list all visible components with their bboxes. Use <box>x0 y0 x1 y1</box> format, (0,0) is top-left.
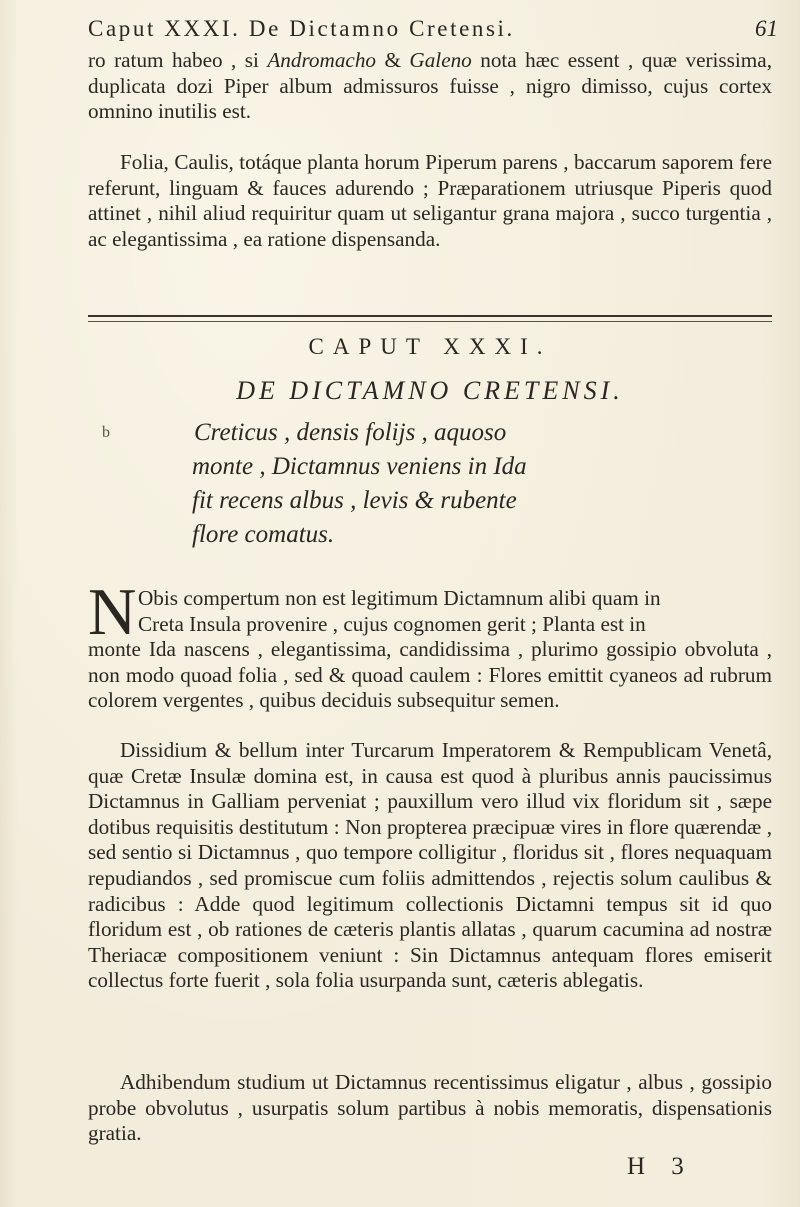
epigraph-verse <box>194 416 694 552</box>
margin-mark: b <box>102 424 110 441</box>
intro-text-start: ro ratum habeo , si <box>88 48 268 72</box>
dissidium-paragraph: Dissidium & bellum inter Turcarum Imperatorem & Rempublicam Venetâ, quæ Cretæ Insulæ domina est, in causa est quod à pluribus annis paucissimus Dictamnus in Galliam perveniat ; pauxillum vero illud vix floridum sit , sæpe dotibus requisitis destitutum : Non propterea præcipuæ vires in flore quærendæ , sed sentio si Dictamnus , quo tempore colligitur , floridus sit , flores nequaquam repudiandos , sed promiscue cum foliis admittendos , rejectis solum caulibus & radicibus : Adde quod legitimum collectionis Dictamni tempus sit id quo floridum est , ob rationes de cæteris plantis allatas , quarum cacumina ad nostræ Theriacæ compositionem veniunt : Sin Dictamnus antequam flores emiserit collectus forte fuerit , sola folia usurpanda sunt, cæteris ablegatis. <box>88 738 772 993</box>
verse-line: fit recens albus , levis & rubente <box>192 487 517 514</box>
body-line-1: Obis compertum non est legitimum Dictamnum alibi quam in <box>138 586 661 610</box>
author-galen: Galeno <box>409 48 472 72</box>
intro-conjunction: & <box>376 48 410 72</box>
verse-line: flore comatus. <box>192 521 335 548</box>
chapter-number: CAPUT XXXI. <box>308 334 552 359</box>
body-paragraph-1 <box>88 586 772 714</box>
chapter-title: DE DICTAMNO CRETENSI. <box>236 376 624 405</box>
running-header <box>88 8 778 48</box>
body-text-rest: monte Ida nascens , elegantissima, candidissima , plurimo gossipio obvoluta , non modo quoad folia , sed & quoad caulem : Flores emittit cyaneos ad rubrum colorem vergentes , quibus deciduis subsequitur semen. <box>88 637 772 713</box>
body-line-2: Creta Insula provenire , cujus cognomen gerit ; Planta est in <box>138 611 646 636</box>
author-andromachus: Andromacho <box>267 48 377 72</box>
intro-paragraph <box>88 48 772 125</box>
section-divider <box>88 315 772 322</box>
drop-capital: N <box>88 575 137 649</box>
page-number: 61 <box>755 16 778 41</box>
intro-text-rest: nota hæc essent , quæ verissima, duplicata dozi Piper album admissuros fuisse , nigro dimisso, cujus cortex omnino inutilis est. <box>88 48 772 124</box>
verse-line: Creticus , densis folijs , aquoso <box>194 419 507 446</box>
verse-line: monte , Dictamnus veniens in Ida <box>192 453 527 480</box>
header-title: Caput XXXI. De Dictamno Cretensi. <box>88 16 515 41</box>
adhibendum-paragraph: Adhibendum studium ut Dictamnus recentissimus eligatur , albus , gossipio probe obvolutus , usurpatis solum partibus à nobis memoratis, dispensationis gratia. <box>88 1070 772 1146</box>
folia-paragraph: Folia, Caulis, totáque planta horum Piperum parens , baccarum saporem fere referunt, linguam & fauces adurendo ; Præparationem utriusque Piperis quod attinet , nihil aliud requiritur quam ut seligantur grana majora , succo turgentia , ac elegantissima , ea ratione dispensanda. <box>88 150 772 251</box>
signature-mark: H 3 <box>627 1153 694 1180</box>
